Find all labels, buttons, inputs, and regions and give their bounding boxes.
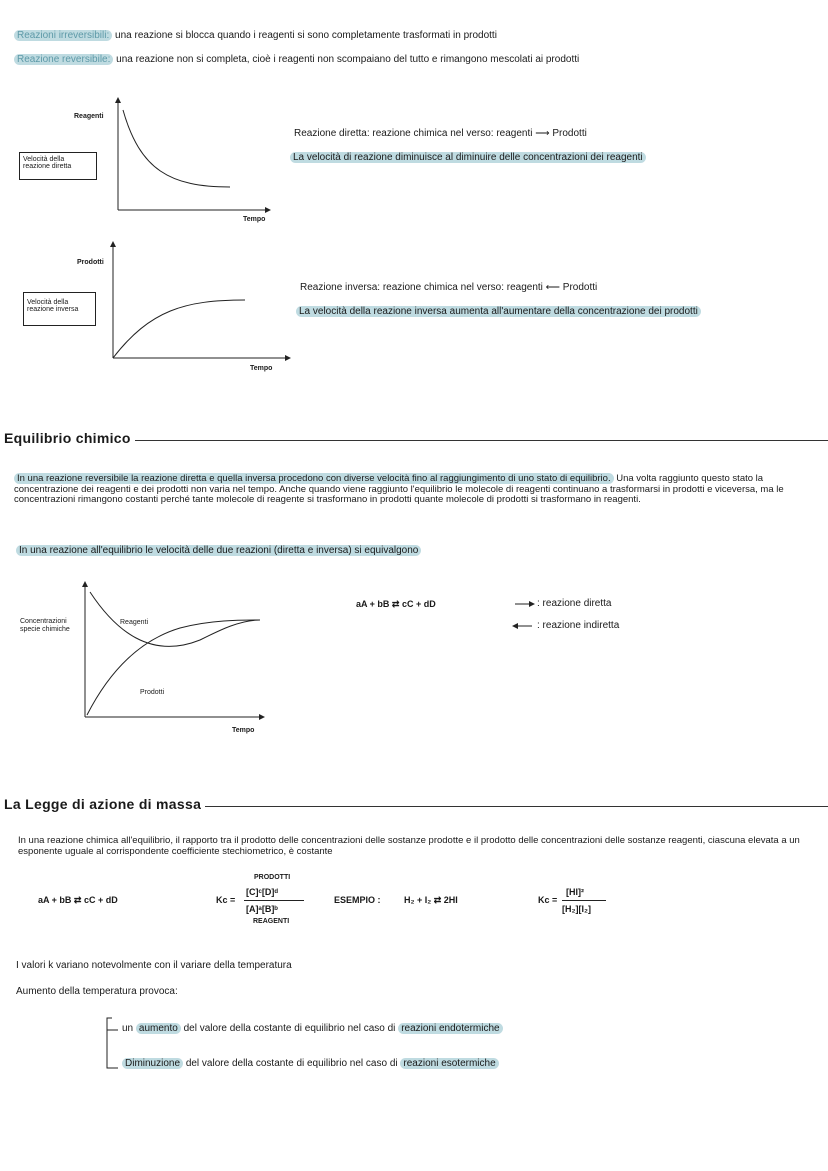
kc-denominator: [A]ᵃ[B]ᵇ <box>246 904 278 914</box>
graph1-x-label: Tempo <box>243 216 266 223</box>
mass-action-heading: La Legge di azione di massa <box>0 796 205 812</box>
graph1-box-label: Velocità della reazione diretta <box>19 152 97 180</box>
reversible-term: Reazione reversibile: <box>14 54 113 65</box>
legend-direct: : reazione diretta <box>537 598 612 609</box>
item1-c: del valore della costante di equilibrio nel caso di <box>183 1023 396 1034</box>
graph3-prodotti-label: Prodotti <box>140 689 165 696</box>
kc-numerator: [C]ᶜ[D]ᵈ <box>246 887 278 897</box>
graph2-y-label: Prodotti <box>77 259 104 266</box>
item2-b: del valore della costante di equilibrio nel caso di <box>185 1058 398 1069</box>
bracket <box>107 1018 118 1068</box>
kc-fraction-bar <box>244 900 304 901</box>
example-label: ESEMPIO : <box>334 895 381 905</box>
graph1-y-label: Reagenti <box>74 113 104 120</box>
reagenti-curve <box>90 592 260 646</box>
item2-diminuzione: Diminuzione <box>122 1058 183 1069</box>
item1-endotermiche: reazioni endotermiche <box>398 1023 502 1034</box>
legend-inverse: : reazione indiretta <box>537 620 620 631</box>
mass-action-paragraph: In una reazione chimica all'equilibrio, il rapporto tra il prodotto delle concentrazioni delle sostanze prodotte e il prodotto delle concentrazioni delle sostanze reagenti, ciascuna elevata a un esponente uguale al corrispondente coefficiente stechiometrico, è costante <box>18 835 800 857</box>
reagenti-curve <box>123 110 230 187</box>
equilibrium-highlight: In una reazione all'equilibrio le velocità delle due reazioni (diretta e inversa) si equivalgono <box>16 545 421 556</box>
equilibrium-paragraph <box>14 474 820 506</box>
graph3-reagenti-label: Reagenti <box>120 619 149 626</box>
graph2-x-label: Tempo <box>250 365 273 372</box>
item1-aumento: aumento <box>136 1023 181 1034</box>
direct-rate-graph <box>118 100 268 210</box>
direct-description: Reazione diretta: reazione chimica nel verso: reagenti ⟶ Prodotti <box>294 128 587 139</box>
equilibrium-para-highlight: In una reazione reversibile la reazione diretta e quella inversa procedono con diverse velocità fino al raggiungimento di uno stato di equilibrio. <box>14 473 614 484</box>
irreversible-term: Reazioni irreversibili: <box>14 30 112 41</box>
graph2-box-label: Velocità della reazione inversa <box>23 292 96 326</box>
k-note: I valori k variano notevolmente con il variare della temperatura <box>16 960 292 971</box>
prodotti-curve <box>87 620 260 715</box>
example-denominator: [H₂][I₂] <box>562 904 591 914</box>
equilibrium-para-rest: Una volta raggiunto questo stato la concentrazione dei reagenti e dei prodotti non varia nel tempo. Anche quando viene raggiunto l'equilibrio le molecole di reagenti continuano a trasformarsi in prodotti e viceversa, ma le concentrazioni rimangono costanti perché tante molecole di reagente si trasformano in prodotti quante molecole di prodotti si trasformano in reagenti. <box>14 473 784 505</box>
prodotti-curve <box>113 300 245 358</box>
example-numerator: [HI]² <box>566 887 584 897</box>
direct-highlight: La velocità di reazione diminuisce al diminuire delle concentrazioni dei reagenti <box>290 152 646 163</box>
inverse-rate-graph <box>113 244 288 358</box>
effect-exothermic <box>122 1058 499 1070</box>
equilibrium-equation: aA + bB ⇄ cC + dD <box>356 599 436 609</box>
inverse-description: Reazione inversa: reazione chimica nel verso: reagenti ⟵ Prodotti <box>300 282 598 293</box>
reagenti-caption: REAGENTI <box>253 918 290 925</box>
equilibrium-heading: Equilibrio chimico <box>0 430 135 446</box>
temperature-intro: Aumento della temperatura provoca: <box>16 986 178 997</box>
equilibrium-graph <box>85 584 262 717</box>
effect-endothermic <box>122 1023 503 1035</box>
prodotti-caption: PRODOTTI <box>254 874 291 881</box>
inverse-highlight: La velocità della reazione inversa aumenta all'aumentare della concentrazione dei prodotti <box>296 306 701 317</box>
graph3-x-label: Tempo <box>232 727 255 734</box>
kc-label: Kc = <box>216 895 236 905</box>
item1-a: un <box>122 1023 134 1034</box>
example-equation: H₂ + I₂ ⇄ 2HI <box>404 895 458 905</box>
example-fraction-bar <box>562 900 606 901</box>
graph3-y-label: Concentrazioni specie chimiche <box>20 618 70 633</box>
irreversible-text: una reazione si blocca quando i reagenti si sono completamente trasformati in prodotti <box>115 30 497 41</box>
reversible-text: una reazione non si completa, cioè i reagenti non scompaiano del tutto e rimangono mescolati ai prodotti <box>116 54 580 65</box>
item2-esotermiche: reazioni esotermiche <box>400 1058 498 1069</box>
example-kc-label: Kc = <box>538 895 558 905</box>
mass-action-equation: aA + bB ⇄ cC + dD <box>38 895 118 905</box>
